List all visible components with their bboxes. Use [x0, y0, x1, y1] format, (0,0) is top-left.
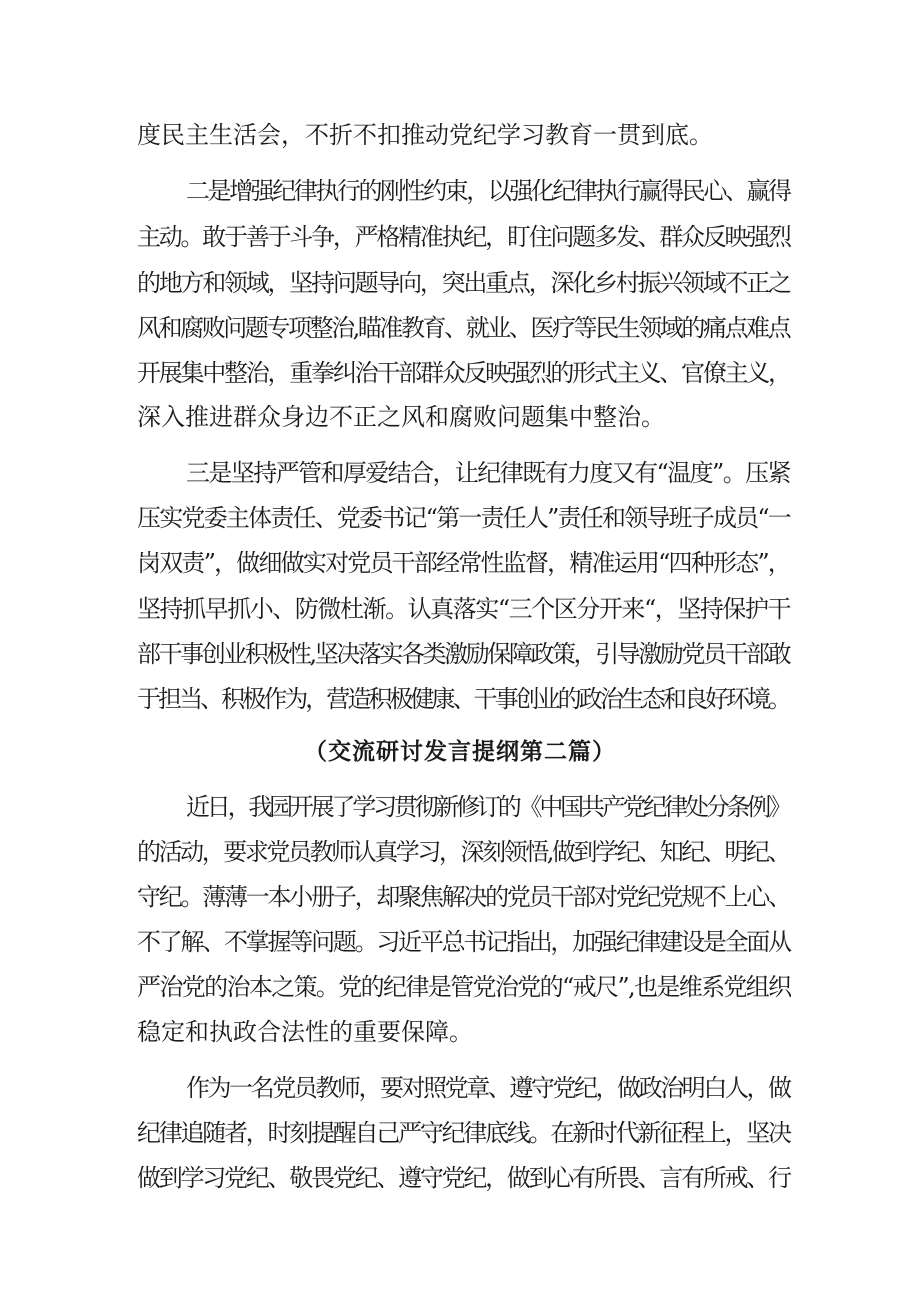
text-line: 的地方和领域，坚持问题导向，突出重点，深化乡村振兴领域不正之	[137, 269, 790, 297]
text-line: 三是坚持严管和厚爱结合，让纪律既有力度又有“温度”。压紧	[186, 459, 790, 487]
text-line: 压实党委主体责任、党委书记“第一责任人”责任和领导班子成员“一	[137, 504, 791, 532]
text-line: 风和腐败问题专项整治,瞄准教育、就业、医疗等民生领域的痛点难点	[137, 314, 790, 342]
text-line: 岗双责”，做细做实对党员干部经常性监督，精准运用“四种形态”，	[137, 549, 791, 577]
text-line: 纪律追随者，时刻提醒自己严守纪律底线。在新时代新征程上，坚决	[137, 1119, 790, 1147]
section-heading: （交流研讨发言提纲第二篇）	[304, 738, 616, 765]
text-line: 深入推进群众身边不正之风和腐败问题集中整治。	[137, 403, 665, 431]
text-line: 度民主生活会，不折不扣推动党纪学习教育一贯到底。	[137, 121, 713, 149]
text-line: 稳定和执政合法性的重要保障。	[137, 1018, 473, 1046]
text-line: 的活动，要求党员教师认真学习，深刻领悟,做到学纪、知纪、明纪、	[137, 838, 790, 866]
text-line: 近日，我园开展了学习贯彻新修订的《中国共产党纪律处分条例》	[186, 793, 789, 821]
text-line: 不了解、不掌握等问题。习近平总书记指出，加强纪律建设是全面从	[137, 928, 790, 956]
text-line: 主动。敢于善于斗争，严格精准执纪，盯住问题多发、群众反映强烈	[137, 223, 790, 251]
text-line: 于担当、积极作为，营造积极健康、干事创业的政治生态和良好环境。	[137, 685, 790, 713]
text-line: 作为一名党员教师，要对照党章、遵守党纪，做政治明白人，做	[186, 1074, 790, 1102]
text-line: 严治党的治本之策。党的纪律是管党治党的“戒尺”,也是维系党组织	[137, 973, 791, 1001]
text-line: 开展集中整治，重拳纠治干部群众反映强烈的形式主义、官僚主义，	[137, 359, 790, 387]
text-line: 做到学习党纪、敬畏党纪、遵守党纪，做到心有所畏、言有所戒、行	[137, 1164, 790, 1192]
text-line: 部干事创业积极性,坚决落实各类激励保障政策，引导激励党员干部敢	[137, 640, 790, 668]
text-line: 守纪。薄薄一本小册子，却聚焦解决的党员干部对党纪党规不上心、	[137, 883, 790, 911]
text-line: 二是增强纪律执行的刚性约束，以强化纪律执行赢得民心、赢得	[186, 177, 790, 205]
text-line: 坚持抓早抓小、防微杜渐。认真落实“三个区分开来“，坚持保护干	[137, 595, 791, 623]
